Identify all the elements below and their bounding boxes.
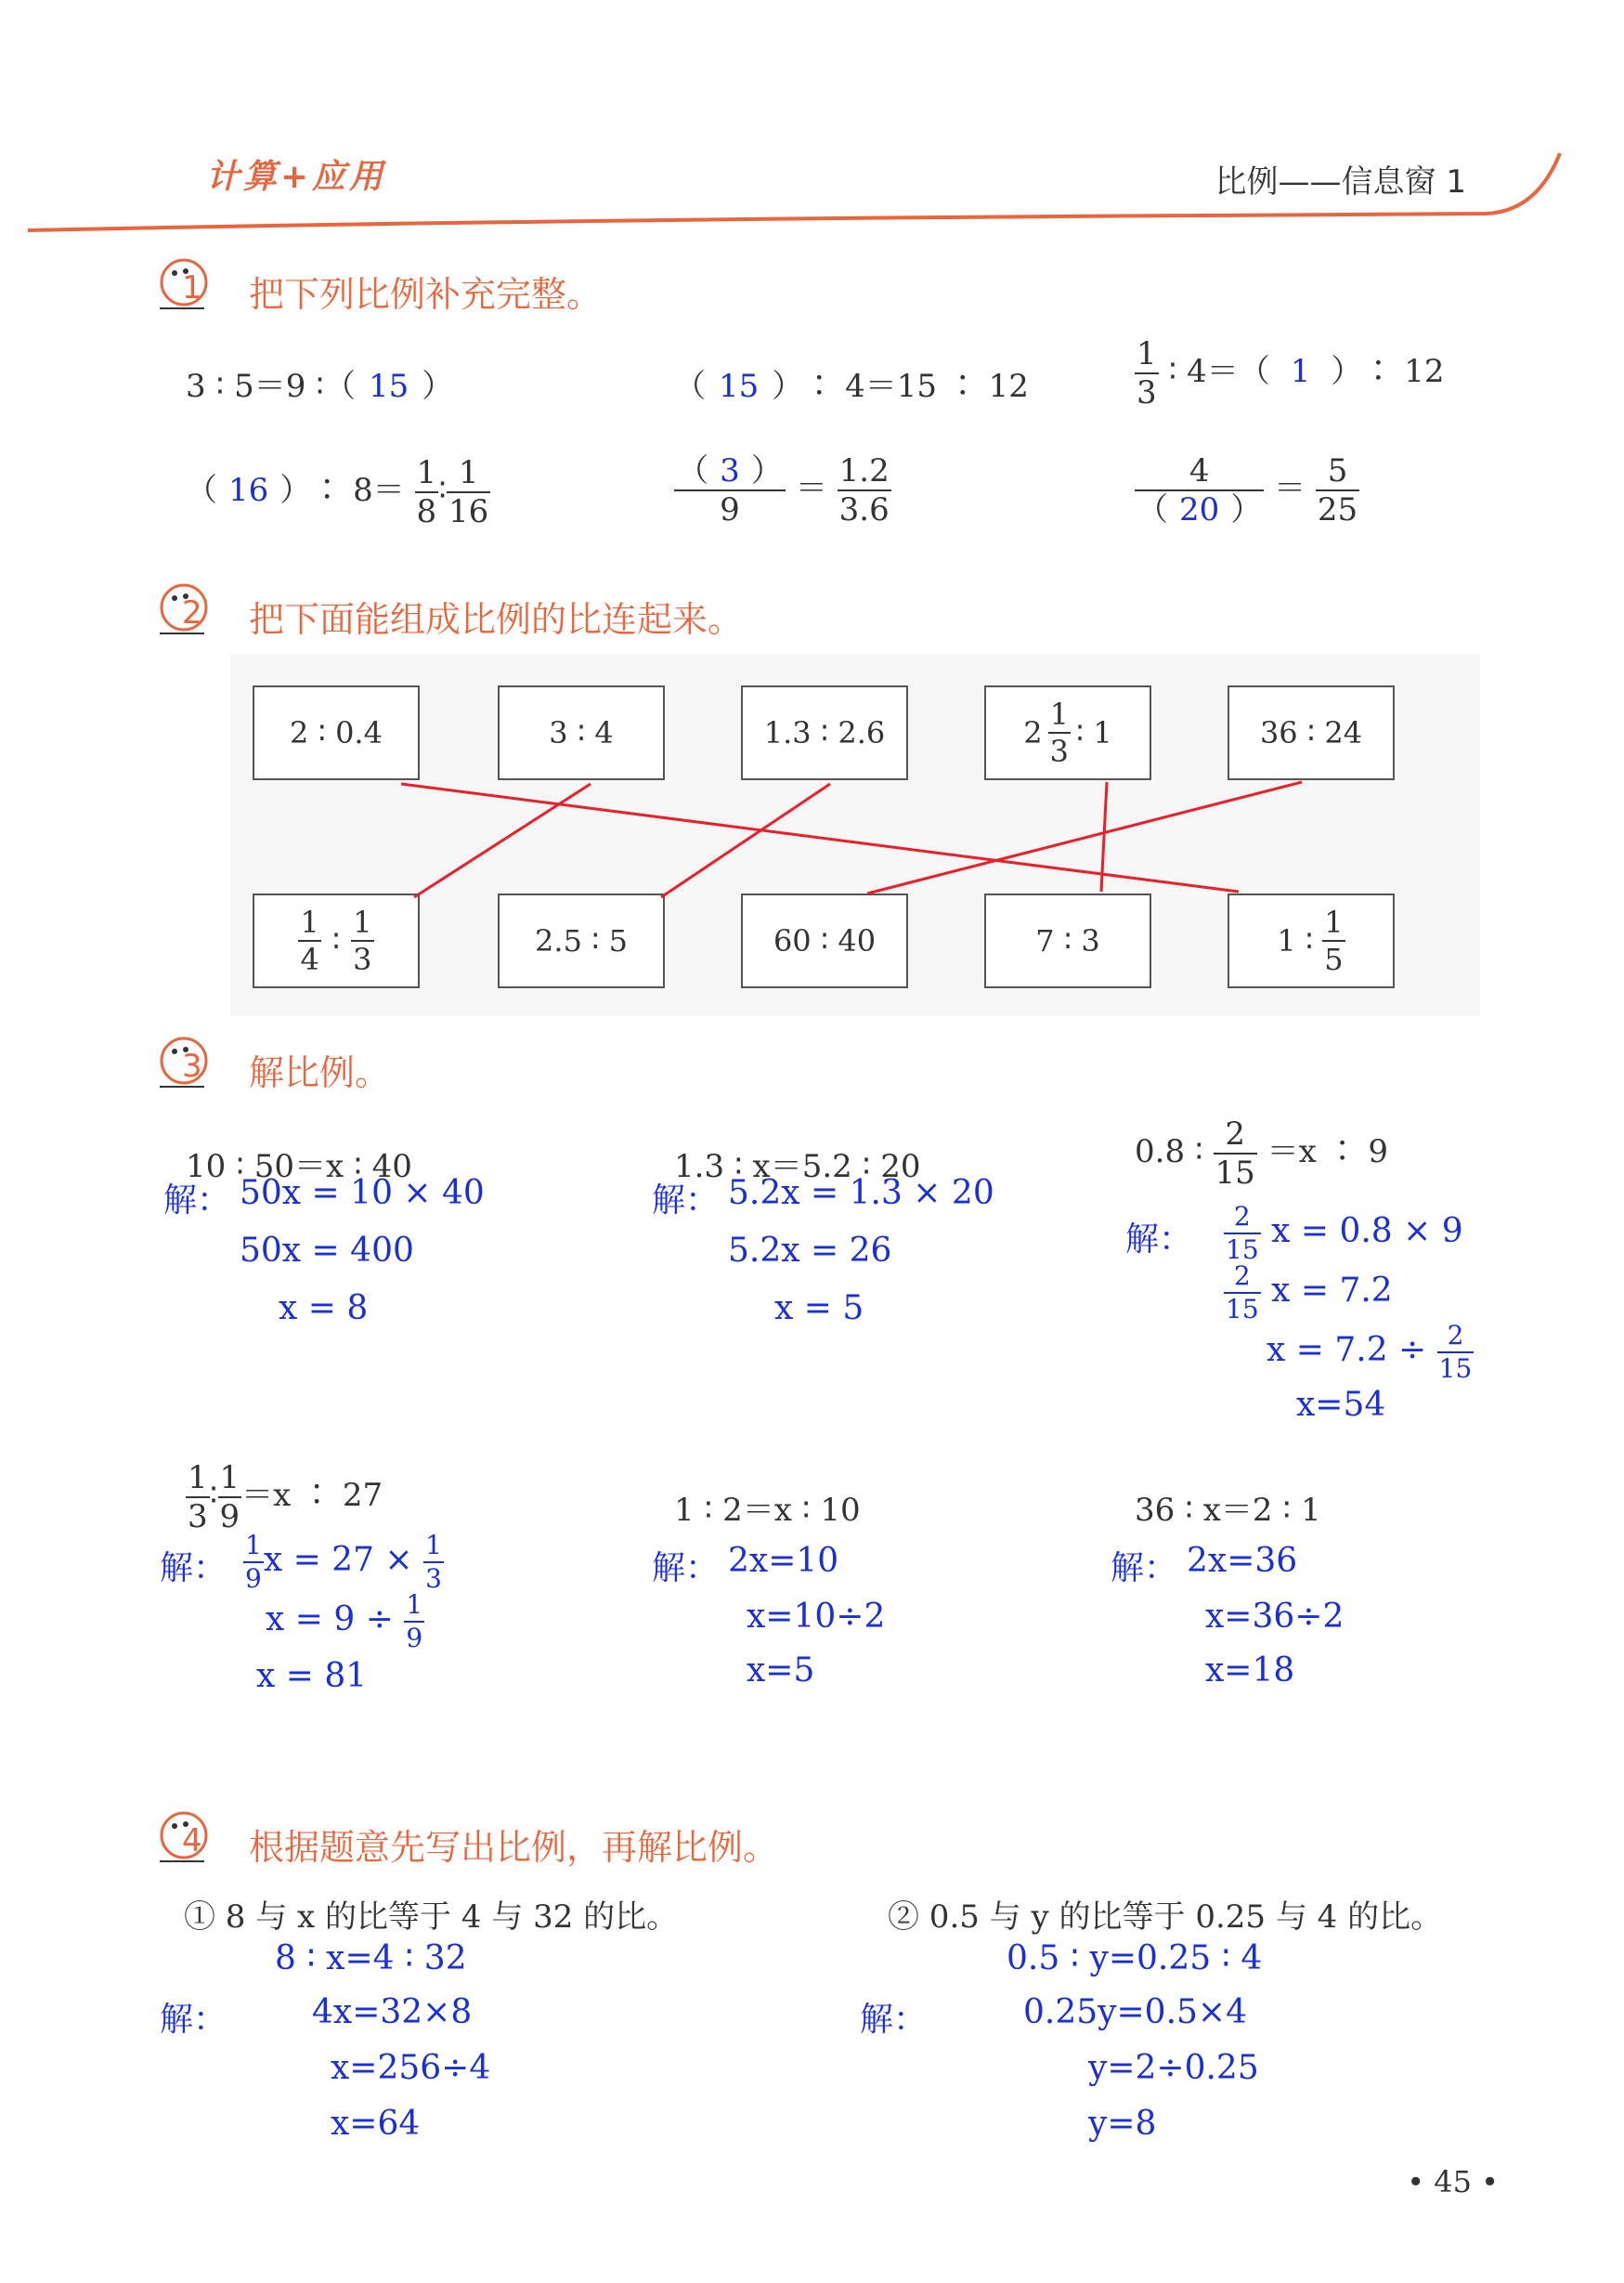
q4-1-jie: 解： bbox=[160, 2001, 227, 2039]
p2-jie: 解： bbox=[652, 1181, 720, 1220]
bottom-box-3: 60 ∶ 40 bbox=[741, 894, 908, 988]
answer: 1 bbox=[1290, 353, 1311, 390]
p1-question: 10 ∶ 50＝x ∶ 40 bbox=[186, 1148, 412, 1185]
q4-2-line3: y=8 bbox=[1088, 2105, 1157, 2143]
q4-1-line0: 8 ∶ x=4 ∶ 32 bbox=[275, 1939, 467, 1977]
q4-2-text: ② 0.5 与 y 的比等于 0.25 与 4 的比。 bbox=[888, 1898, 1443, 1936]
p6-question: 36 ∶ x＝2 ∶ 1 bbox=[1135, 1492, 1321, 1529]
header-left: 计算+应用 bbox=[206, 158, 387, 196]
q1b: （ 15 ）∶ 4＝15 ∶ 12 bbox=[674, 368, 1029, 405]
section-2-number: 2 bbox=[182, 594, 202, 632]
p3-question: 0.8 ∶ $\frac{2}{15}$ ＝x ∶ 9 bbox=[1135, 1115, 1389, 1192]
top-box-1: 2 ∶ 0.4 bbox=[253, 685, 420, 780]
answer: 3 bbox=[720, 452, 740, 489]
matching-lines bbox=[0, 0, 1624, 1022]
p2-question: 1.3 ∶ x＝5.2 ∶ 20 bbox=[674, 1148, 921, 1185]
page-number: • 45 • bbox=[1407, 2164, 1499, 2199]
p1-line1: 50x = 10 × 40 bbox=[240, 1174, 485, 1212]
p2-line3: x = 5 bbox=[774, 1289, 864, 1327]
p4-line2: x = 9 ÷ $\frac{1}{9}$ bbox=[266, 1589, 423, 1653]
section-4-title: 根据题意先写出比例，再解比例。 bbox=[249, 1827, 779, 1868]
section-3-number: 3 bbox=[182, 1048, 202, 1085]
p5-line1: 2x=10 bbox=[728, 1542, 839, 1580]
answer: 16 bbox=[228, 472, 269, 509]
p5-jie: 解： bbox=[652, 1549, 720, 1587]
bird-badge-3-icon bbox=[149, 1031, 214, 1096]
top-box-5: 36 ∶ 24 bbox=[1228, 685, 1395, 780]
top-box-3: 1.3 ∶ 2.6 bbox=[741, 685, 908, 780]
p4-question: $\frac{1}{3}$ ∶ $\frac{1}{9}$ ＝x ∶ 27 bbox=[188, 1459, 383, 1535]
section-4-number: 4 bbox=[182, 1822, 202, 1859]
section-2-title: 把下面能组成比例的比连起来。 bbox=[249, 599, 744, 640]
match-line-1 bbox=[401, 784, 1239, 892]
p6-jie: 解： bbox=[1111, 1549, 1178, 1587]
bottom-box-1: $\frac{1}{4}$ ∶ $\frac{1}{3}$ bbox=[253, 894, 420, 988]
p3-line2: $\frac{2}{15}$ x = 7.2 bbox=[1226, 1260, 1393, 1324]
p6-line3: x=18 bbox=[1205, 1651, 1295, 1689]
p2-line2: 5.2x = 26 bbox=[728, 1232, 892, 1270]
p4-line1: $\frac{1}{9}$ x = 27 × $\frac{1}{3}$ bbox=[245, 1530, 442, 1594]
answer: 20 bbox=[1179, 491, 1220, 528]
p3-line4: x=54 bbox=[1296, 1386, 1386, 1424]
q1a: 3 ∶ 5＝9 ∶（ 15 ） bbox=[186, 368, 454, 405]
p5-line2: x=10÷2 bbox=[747, 1598, 886, 1636]
p5-question: 1 ∶ 2＝x ∶ 10 bbox=[674, 1492, 861, 1529]
answer: 15 bbox=[719, 368, 760, 405]
p6-line2: x=36÷2 bbox=[1205, 1598, 1345, 1636]
p5-line3: x=5 bbox=[747, 1651, 815, 1689]
bottom-box-2: 2.5 ∶ 5 bbox=[498, 894, 665, 988]
q1d: （ 16 ）∶ 8＝ $\frac{1}{8}$ ∶ $\frac{1}{16}$ bbox=[186, 454, 489, 530]
p1-line2: 50x = 400 bbox=[240, 1232, 414, 1270]
bottom-box-5: 1 ∶ $\frac{1}{5}$ bbox=[1228, 894, 1395, 988]
p3-line1: $\frac{2}{15}$ x = 0.8 × 9 bbox=[1226, 1201, 1463, 1265]
header-right: 比例——信息窗 1 bbox=[1215, 163, 1466, 201]
section-3-title: 解比例。 bbox=[249, 1052, 391, 1093]
p1-line3: x = 8 bbox=[279, 1289, 369, 1327]
match-line-2 bbox=[414, 784, 591, 897]
q4-1-line1: 4x=32×8 bbox=[312, 1993, 473, 2031]
q1c: $\frac{1}{3}$ ∶ 4＝（ 1 ）∶ 12 bbox=[1137, 335, 1445, 411]
p6-line1: 2x=36 bbox=[1187, 1542, 1298, 1580]
q4-2-jie: 解： bbox=[860, 2001, 928, 2039]
match-line-3 bbox=[661, 784, 830, 897]
bottom-box-4: 7 ∶ 3 bbox=[984, 894, 1151, 988]
q4-2-line1: 0.25y=0.5×4 bbox=[1023, 1993, 1247, 2031]
match-line-5 bbox=[867, 782, 1302, 894]
q4-2-line2: y=2÷0.25 bbox=[1088, 2049, 1259, 2087]
q4-1-text: ① 8 与 x 的比等于 4 与 32 的比。 bbox=[184, 1898, 679, 1936]
p2-line1: 5.2x = 1.3 × 20 bbox=[728, 1174, 994, 1212]
p3-jie: 解： bbox=[1125, 1220, 1193, 1259]
p1-jie: 解： bbox=[163, 1181, 231, 1220]
top-box-4: 2 $\frac{1}{3}$ ∶ 1 bbox=[984, 685, 1151, 780]
q4-1-line3: x=64 bbox=[331, 2105, 421, 2143]
p4-line3: x = 81 bbox=[256, 1657, 368, 1695]
section-1-title: 把下列比例补充完整。 bbox=[249, 274, 603, 315]
q1f: $\frac{4}{( 20 )}$ ＝ $\frac{5}{25}$ bbox=[1137, 452, 1358, 528]
bird-badge-4-icon bbox=[149, 1806, 214, 1871]
answer: 15 bbox=[369, 368, 409, 405]
p4-jie: 解： bbox=[160, 1549, 227, 1587]
q4-2-line0: 0.5 ∶ y=0.25 ∶ 4 bbox=[1007, 1939, 1263, 1977]
top-box-2: 3 ∶ 4 bbox=[498, 685, 665, 780]
p3-line3: x = 7.2 ÷ $\frac{2}{15}$ bbox=[1267, 1320, 1473, 1384]
section-1-number: 1 bbox=[182, 269, 202, 307]
q1e: $\frac{( 3 )}{9}$ ＝ $\frac{1.2}{3.6}$ bbox=[674, 455, 891, 526]
q4-1-line2: x=256÷4 bbox=[331, 2049, 491, 2087]
